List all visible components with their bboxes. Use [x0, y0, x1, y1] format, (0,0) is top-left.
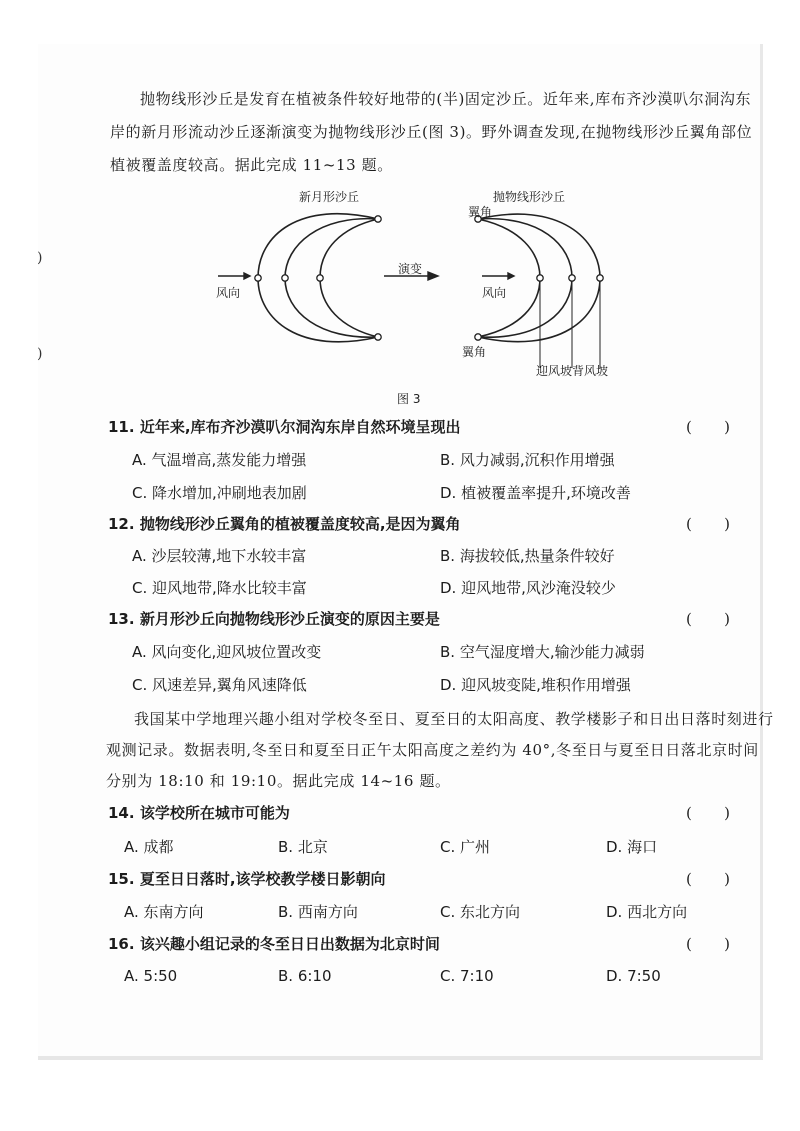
option-c[interactable]: C. 风速差异,翼角风速降低 — [132, 676, 307, 694]
crescent-dune-mid — [285, 219, 378, 338]
option-d[interactable]: D. 植被覆盖率提升,环境改善 — [440, 484, 631, 502]
evolve-label: 演变 — [398, 262, 423, 276]
answer-blank[interactable]: ( ) — [686, 935, 730, 953]
wind-label-right: 风向 — [482, 286, 507, 300]
option-a[interactable]: A. 沙层较薄,地下水较丰富 — [132, 547, 307, 565]
question-stem: 该学校所在城市可能为 — [139, 804, 290, 822]
answer-blank[interactable]: ( ) — [686, 515, 730, 533]
option-a[interactable]: A. 风向变化,迎风坡位置改变 — [132, 643, 322, 661]
figure-caption: 图 3 — [397, 392, 421, 406]
question-16: 16. 该兴趣小组记录的冬至日日出数据为北京时间 — [108, 935, 440, 953]
margin-mark: ) — [37, 346, 43, 362]
option-d[interactable]: D. 西北方向 — [606, 903, 688, 921]
passage1-line: 植被覆盖度较高。据此完成 11~13 题。 — [110, 156, 393, 174]
option-c[interactable]: C. 迎风地带,降水比较丰富 — [132, 579, 307, 597]
crescent-dune-inner — [320, 219, 378, 337]
option-a[interactable]: A. 5:50 — [124, 967, 178, 985]
option-a[interactable]: A. 东南方向 — [124, 903, 204, 921]
option-c[interactable]: C. 7:10 — [440, 967, 494, 985]
answer-blank[interactable]: ( ) — [686, 610, 730, 628]
option-c[interactable]: C. 降水增加,冲刷地表加剧 — [132, 484, 307, 502]
option-d[interactable]: D. 7:50 — [606, 967, 661, 985]
slope-labels: 迎风坡背风坡 — [536, 364, 609, 378]
answer-blank[interactable]: ( ) — [686, 804, 730, 822]
option-b[interactable]: B. 空气湿度增大,输沙能力减弱 — [440, 643, 645, 661]
answer-blank[interactable]: ( ) — [686, 870, 730, 888]
question-stem: 该兴趣小组记录的冬至日日出数据为北京时间 — [139, 935, 440, 953]
option-b[interactable]: B. 海拔较低,热量条件较好 — [440, 547, 615, 565]
question-stem: 近年来,库布齐沙漠叭尔洞沟东岸自然环境呈现出 — [139, 418, 461, 436]
question-14: 14. 该学校所在城市可能为 — [108, 804, 290, 822]
passage2-line: 我国某中学地理兴趣小组对学校冬至日、夏至日的太阳高度、教学楼影子和日出日落时刻进行 — [134, 710, 774, 728]
answer-blank[interactable]: ( ) — [686, 418, 730, 436]
option-d[interactable]: D. 海口 — [606, 838, 658, 856]
option-b[interactable]: B. 北京 — [278, 838, 328, 856]
passage1-line: 抛物线形沙丘是发育在植被条件较好地带的(半)固定沙丘。近年来,库布齐沙漠叭尔洞沟东 — [140, 90, 752, 108]
passage2-line: 观测记录。数据表明,冬至日和夏至日正午太阳高度之差约为 40°,冬至日与夏至日日落北京时间 — [106, 741, 759, 759]
question-stem: 抛物线形沙丘翼角的植被覆盖度较高,是因为翼角 — [139, 515, 461, 533]
question-stem: 夏至日日落时,该学校教学楼日影朝向 — [139, 870, 386, 888]
option-a[interactable]: A. 成都 — [124, 838, 174, 856]
question-13: 13. 新月形沙丘向抛物线形沙丘演变的原因主要是 — [108, 610, 440, 628]
wind-label-left: 风向 — [216, 286, 241, 300]
crescent-dune-title: 新月形沙丘 — [299, 190, 360, 204]
margin-mark: ) — [37, 250, 43, 266]
option-b[interactable]: B. 西南方向 — [278, 903, 358, 921]
parabolic-dune-mid — [478, 219, 572, 338]
question-11: 11. 近年来,库布齐沙漠叭尔洞沟东岸自然环境呈现出 — [108, 418, 461, 436]
option-b[interactable]: B. 风力减弱,沉积作用增强 — [440, 451, 615, 469]
option-d[interactable]: D. 迎风坡变陡,堆积作用增强 — [440, 676, 631, 694]
passage1-line: 岸的新月形流动沙丘逐渐演变为抛物线形沙丘(图 3)。野外调查发现,在抛物线形沙丘翼角部位 — [110, 123, 753, 141]
option-a[interactable]: A. 气温增高,蒸发能力增强 — [132, 451, 307, 469]
question-15: 15. 夏至日日落时,该学校教学楼日影朝向 — [108, 870, 386, 888]
parabolic-dune-title: 抛物线形沙丘 — [493, 190, 566, 204]
question-stem: 新月形沙丘向抛物线形沙丘演变的原因主要是 — [139, 610, 440, 628]
passage2-line: 分别为 18:10 和 19:10。据此完成 14~16 题。 — [106, 772, 451, 790]
question-12: 12. 抛物线形沙丘翼角的植被覆盖度较高,是因为翼角 — [108, 515, 461, 533]
option-d[interactable]: D. 迎风地带,风沙淹没较少 — [440, 579, 616, 597]
option-c[interactable]: C. 广州 — [440, 838, 491, 856]
option-c[interactable]: C. 东北方向 — [440, 903, 521, 921]
wing-label-top: 翼角 — [468, 205, 493, 219]
wing-label-bottom: 翼角 — [462, 345, 487, 359]
option-b[interactable]: B. 6:10 — [278, 967, 332, 985]
